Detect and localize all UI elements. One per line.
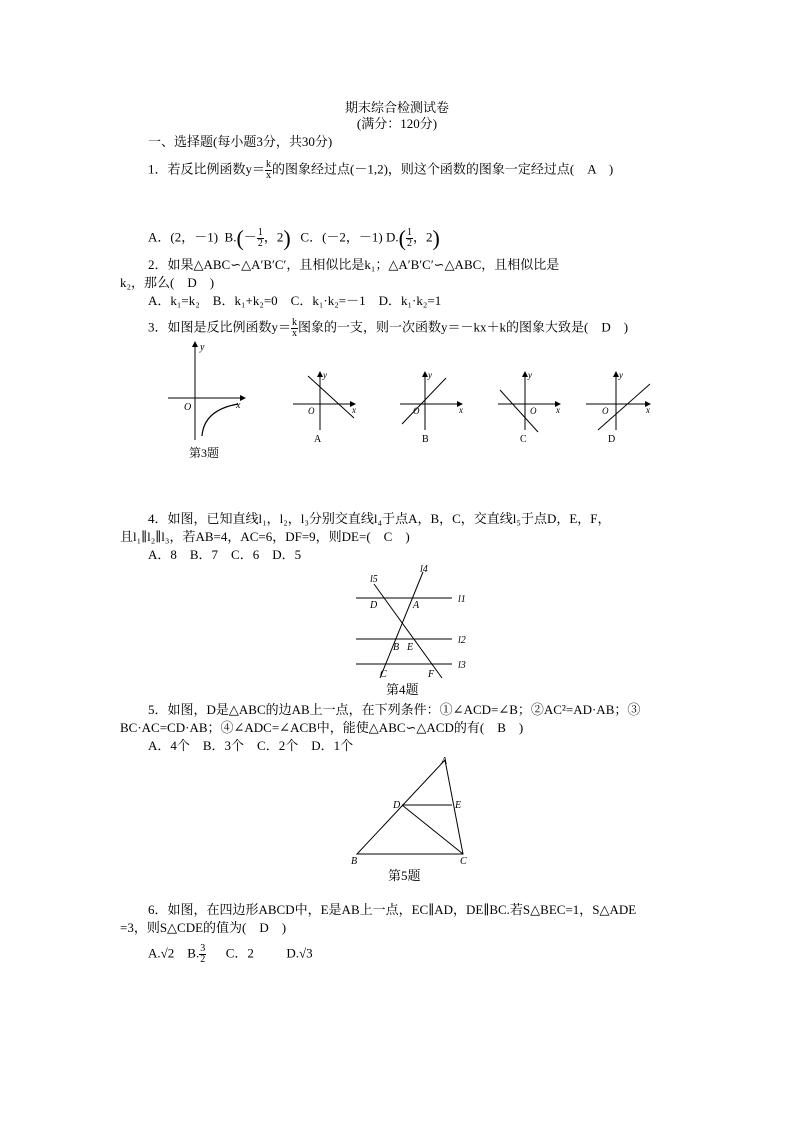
svg-text:l3: l3 <box>458 660 466 671</box>
svg-text:B: B <box>351 856 358 867</box>
svg-text:y: y <box>323 370 327 380</box>
question-4-figure <box>350 562 480 682</box>
svg-text:O: O <box>530 406 537 416</box>
x-axis-label: x <box>236 400 241 411</box>
svg-text:y: y <box>428 370 432 380</box>
y-axis-label: y <box>200 342 205 353</box>
page-subtitle: (满分：120分) <box>356 116 438 131</box>
svg-text:O: O <box>413 406 420 416</box>
line-l4 <box>380 572 423 678</box>
option-c-graph <box>498 370 560 445</box>
triangle-abc <box>357 760 463 854</box>
svg-text:E: E <box>407 642 414 653</box>
question-1-stem: 1．若反比例函数y＝ $\frac{k}{x}$ 的图象经过点(－1,2)，则这个函数的图象一定经过点( A ) <box>148 159 614 181</box>
svg-text:A: A <box>413 600 420 611</box>
question-4-line1: 4．如图，已知直线l₁，l₂，l₃分别交直线l₄于点A，B，C，交直线l₅于点D，E，F， <box>148 511 611 526</box>
question-3-stem: 3．如图是反比例函数y＝ $\frac{k}{x}$ 图象的一支，则一次函数y＝－kx＋k的图象大致是( D ) <box>148 317 629 339</box>
svg-text:A: A <box>441 756 448 767</box>
question-6-options: A.√2 B. $\frac{3}{2}$ C．2 D.√3 <box>148 943 313 965</box>
svg-text:O: O <box>308 406 315 416</box>
section-heading: 一、选择题(每小题3分，共30分) <box>148 134 333 149</box>
svg-text:B: B <box>393 642 400 653</box>
question-1-options: A．(2，－1) B.(－ $\frac{1}{2}$ ，2) C．(－2，－1) D.( $\frac{1}{2}$ ，2) <box>148 225 440 251</box>
question-5-caption: 第5题 <box>388 868 421 883</box>
page-title: 期末综合检测试卷 <box>344 100 450 115</box>
question-2-line1: 2．如果△ABC∽△A′B′C′，且相似比是k₁；△A′B′C′∽△ABC，且相似比是 <box>148 257 560 272</box>
svg-text:D: D <box>393 800 401 811</box>
svg-text:l2: l2 <box>458 635 466 646</box>
question-4-caption: 第4题 <box>386 682 419 697</box>
origin-label: O <box>184 402 192 413</box>
svg-text:x: x <box>352 405 356 415</box>
svg-text:D: D <box>370 600 378 611</box>
svg-text:l5: l5 <box>370 574 378 585</box>
option-c-label: C <box>520 434 527 445</box>
svg-text:F: F <box>428 669 435 680</box>
question-5-line1: 5．如图，D是△ABC的边AB上一点，在下列条件：①∠ACD=∠B；②AC²=AD·AB；③ <box>148 702 641 717</box>
question-6-line2: =3，则S△CDE的值为( D ) <box>120 920 287 935</box>
segment-dc <box>402 805 463 854</box>
option-d-label: D <box>608 434 616 445</box>
option-b-label: B <box>422 434 429 445</box>
option-a-label: A <box>314 434 322 445</box>
option-a-line <box>308 376 354 418</box>
option-b-graph <box>400 370 463 445</box>
svg-text:O: O <box>602 406 609 416</box>
option-b-line <box>402 378 446 424</box>
option-d-graph <box>586 370 650 445</box>
svg-text:y: y <box>619 370 623 380</box>
option-a-graph <box>293 370 356 445</box>
question-5-options: A．4个 B．3个 C．2个 D．1个 <box>148 738 354 753</box>
hyperbola-figure <box>168 342 245 440</box>
question-2-line2: k₂，那么( D ) <box>120 275 215 290</box>
question-4-line2: 且l₁∥l₂∥l₃，若AB=4，AC=6，DF=9，则DE=( C ) <box>120 529 410 544</box>
fraction-k-over-x: $\frac{k}{x}$ <box>292 317 298 339</box>
svg-text:x: x <box>556 405 560 415</box>
svg-text:x: x <box>646 405 650 415</box>
svg-text:x: x <box>459 405 463 415</box>
svg-text:E: E <box>455 800 462 811</box>
hyperbola-curve <box>202 404 238 436</box>
svg-text:C: C <box>460 856 467 867</box>
question-4-options: A．8 B．7 C．6 D．5 <box>148 547 302 562</box>
fraction-k-over-x: $\frac{k}{x}$ <box>266 159 272 181</box>
svg-text:C: C <box>380 669 387 680</box>
question-3-figures <box>160 340 660 465</box>
question-5-figure <box>345 752 485 867</box>
figure-caption: 第3题 <box>189 446 220 460</box>
question-5-line2: BC·AC=CD·AB；④∠ADC=∠ACB中，能使△ABC∽△ACD的有( B ) <box>120 720 524 735</box>
question-2-options: A．k₁=k₂ B．k₁+k₂=0 C．k₁·k₂=－1 D．k₁·k₂=1 <box>148 293 442 308</box>
question-6-line1: 6．如图，在四边形ABCD中，E是AB上一点，EC∥AD，DE∥BC.若S△BEC=1，S△ADE <box>148 902 637 917</box>
svg-text:l1: l1 <box>458 594 466 605</box>
svg-text:y: y <box>528 370 532 380</box>
svg-text:l4: l4 <box>420 564 428 575</box>
